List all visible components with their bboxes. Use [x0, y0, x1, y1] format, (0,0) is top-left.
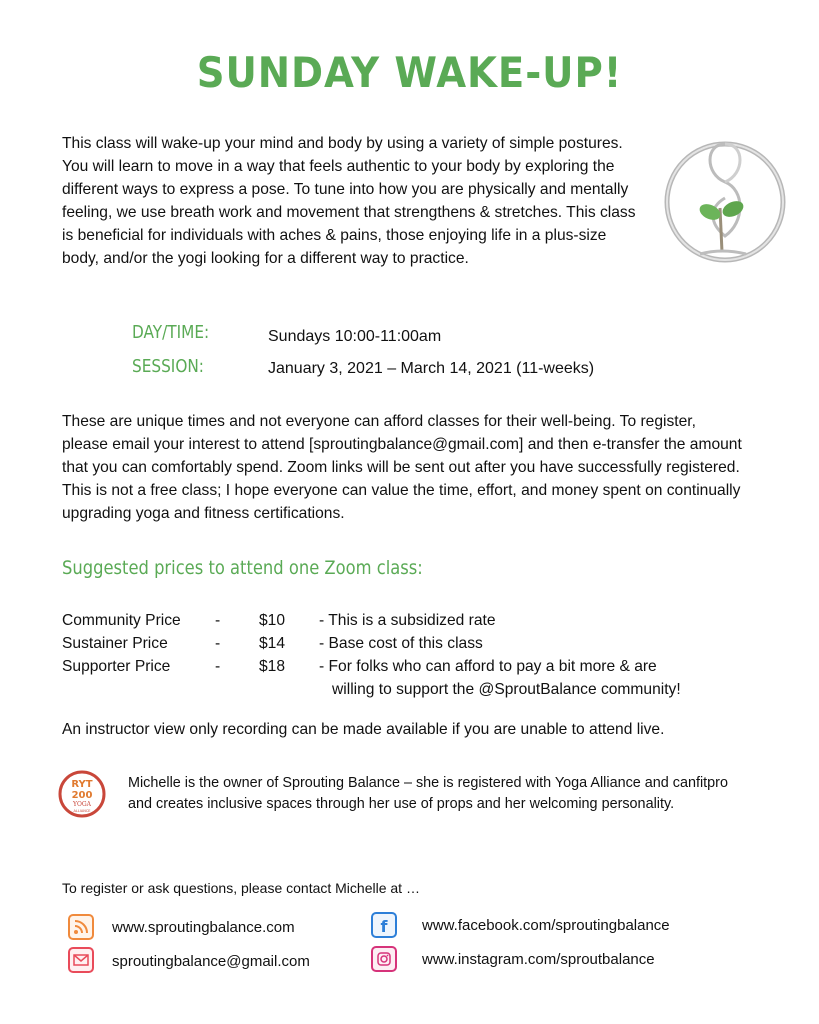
sprout-logo	[660, 124, 790, 274]
facebook-link[interactable]: www.facebook.com/sproutingbalance	[422, 917, 670, 934]
price-amount: $14	[259, 635, 286, 652]
price-name: Community Price	[62, 612, 181, 629]
price-row-supporter-cont	[62, 678, 762, 701]
session-value: January 3, 2021 – March 14, 2021 (11-weeks)	[268, 360, 595, 377]
instagram-link[interactable]: www.instagram.com/sproutbalance	[422, 951, 655, 968]
price-dash: -	[215, 635, 221, 652]
website-contact[interactable]	[68, 914, 338, 942]
price-dash: -	[215, 612, 221, 629]
badge-line2: 200	[71, 790, 93, 801]
price-amount: $18	[259, 658, 286, 675]
website-link[interactable]: www.sproutingbalance.com	[112, 919, 295, 936]
instagram-contact[interactable]	[371, 946, 701, 974]
price-note: - For folks who can afford to pay a bit more & are	[319, 658, 657, 675]
price-note: - Base cost of this class	[319, 635, 483, 652]
page-title: SUNDAY WAKE-UP!	[196, 48, 623, 97]
price-amount: $10	[259, 612, 286, 629]
instructor-bio: Michelle is the owner of Sprouting Balance – she is registered with Yoga Alliance and canfitpro and creates inclusive spaces through her use of props and her welcoming personality.	[128, 775, 728, 812]
price-row-supporter	[62, 655, 762, 678]
price-name: Supporter Price	[62, 658, 171, 675]
prices-heading: Suggested prices to attend one Zoom class:	[62, 557, 423, 579]
session-label: SESSION:	[132, 356, 204, 377]
registration-paragraph: These are unique times and not everyone can afford classes for their well-being. To register, please email your interest to attend [sproutingbalance@gmail.com] and then e-transfer the amount that you can comfortably spend. Zoom links will be sent out after you have successfully registered. This is not a free class; I hope everyone can value the time, effort, and money spent on continually upgrading yoga and fitness certifications.	[62, 413, 742, 522]
price-row-community	[62, 609, 762, 632]
intro-paragraph: This class will wake-up your mind and body by using a variety of simple postures. You will learn to move in a way that feels authentic to your body by exploring the different ways to express a pose. To tune into how you are physically and mentally feeling, we use breath work and movement that strengthens & stretches. This class is beneficial for individuals with aches & pains, those enjoying life in a plus-size body, and/or the yogi looking for a different way to practice.	[62, 135, 636, 267]
rss-icon	[68, 914, 94, 940]
price-note-continued: willing to support the @SproutBalance community!	[332, 681, 681, 698]
facebook-icon	[371, 912, 397, 938]
badge-line4: ALLIANCE	[73, 809, 91, 813]
badge-line1: RYT	[71, 779, 93, 790]
badge-line3: YOGA	[72, 801, 92, 808]
day-time-label: DAY/TIME:	[132, 322, 210, 343]
contact-intro: To register or ask questions, please contact Michelle at …	[62, 880, 420, 896]
price-note: - This is a subsidized rate	[319, 612, 496, 629]
price-row-sustainer	[62, 632, 762, 655]
price-name: Sustainer Price	[62, 635, 168, 652]
instagram-icon	[371, 946, 397, 972]
day-time-value: Sundays 10:00-11:00am	[268, 328, 442, 345]
svg-text:f: f	[380, 917, 388, 936]
ryt-badge	[58, 770, 106, 818]
email-link[interactable]: sproutingbalance@gmail.com	[112, 953, 310, 970]
email-contact[interactable]	[68, 947, 348, 975]
recording-note: An instructor view only recording can be made available if you are unable to attend live.	[62, 721, 665, 738]
facebook-contact[interactable]	[371, 912, 701, 940]
price-dash: -	[215, 658, 221, 675]
mail-icon	[68, 947, 94, 973]
